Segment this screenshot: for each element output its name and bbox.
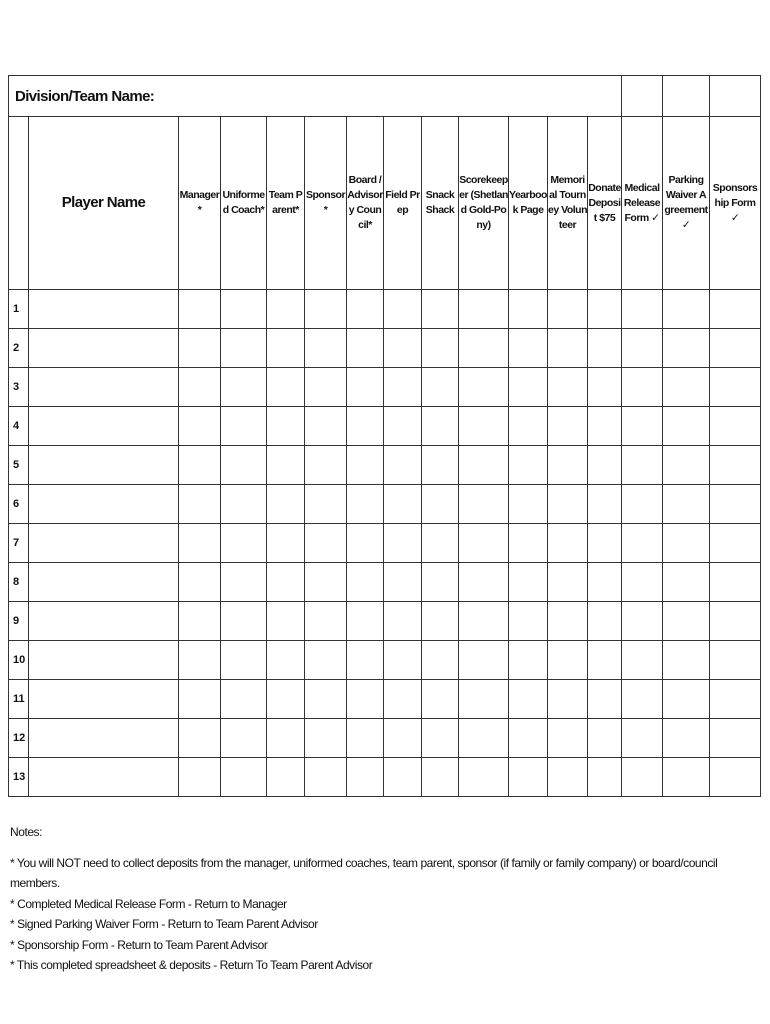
table-row (9, 446, 761, 485)
player-name-cell[interactable] (29, 602, 179, 641)
entry-cell[interactable] (179, 602, 221, 641)
entry-cell[interactable] (422, 524, 459, 563)
entry-cell[interactable] (267, 719, 305, 758)
table-row (9, 563, 761, 602)
entry-cell[interactable] (305, 563, 347, 602)
entry-cell[interactable] (267, 329, 305, 368)
entry-cell[interactable] (622, 446, 663, 485)
entry-cell[interactable] (588, 680, 622, 719)
table-row (9, 758, 761, 797)
entry-cell[interactable] (221, 368, 267, 407)
entry-cell[interactable] (622, 602, 663, 641)
entry-cell[interactable] (347, 368, 384, 407)
header-board-advisory: Board / Advisory Council* (347, 117, 384, 290)
row-number: 1 (9, 290, 29, 329)
header-snack-shack: Snack Shack (422, 117, 459, 290)
entry-cell[interactable] (347, 524, 384, 563)
entry-cell[interactable] (588, 446, 622, 485)
entry-cell[interactable] (622, 368, 663, 407)
entry-cell[interactable] (663, 524, 710, 563)
table-row (9, 719, 761, 758)
entry-cell[interactable] (459, 446, 509, 485)
row-number: 11 (9, 680, 29, 719)
player-name-cell[interactable] (29, 446, 179, 485)
entry-cell[interactable] (422, 329, 459, 368)
division-cell[interactable] (663, 76, 710, 117)
entry-cell[interactable] (267, 407, 305, 446)
entry-cell[interactable] (588, 407, 622, 446)
entry-cell[interactable] (384, 290, 422, 329)
table-row (9, 602, 761, 641)
player-name-cell[interactable] (29, 758, 179, 797)
entry-cell[interactable] (422, 602, 459, 641)
player-name-cell[interactable] (29, 368, 179, 407)
entry-cell[interactable] (710, 290, 761, 329)
entry-cell[interactable] (663, 329, 710, 368)
header-field-prep: Field Prep (384, 117, 422, 290)
entry-cell[interactable] (588, 758, 622, 797)
entry-cell[interactable] (347, 290, 384, 329)
entry-cell[interactable] (179, 719, 221, 758)
entry-cell[interactable] (663, 719, 710, 758)
entry-cell[interactable] (548, 680, 588, 719)
note-line: * This completed spreadsheet & deposits - Return To Team Parent Advisor (10, 958, 373, 972)
entry-cell[interactable] (548, 719, 588, 758)
header-uniformed-coach: Uniformed Coach* (221, 117, 267, 290)
entry-cell[interactable] (221, 680, 267, 719)
header-donate-deposit: Donate Deposit $75 (588, 117, 622, 290)
entry-cell[interactable] (622, 407, 663, 446)
table-row (9, 407, 761, 446)
entry-cell[interactable] (509, 446, 548, 485)
entry-cell[interactable] (663, 368, 710, 407)
entry-cell[interactable] (548, 641, 588, 680)
entry-cell[interactable] (422, 563, 459, 602)
entry-cell[interactable] (459, 563, 509, 602)
entry-cell[interactable] (179, 446, 221, 485)
entry-cell[interactable] (548, 602, 588, 641)
note-line: * Completed Medical Release Form - Return to Manager (10, 896, 287, 911)
entry-cell[interactable] (588, 368, 622, 407)
entry-cell[interactable] (588, 563, 622, 602)
entry-cell[interactable] (622, 290, 663, 329)
entry-cell[interactable] (509, 563, 548, 602)
entry-cell[interactable] (588, 290, 622, 329)
entry-cell[interactable] (221, 719, 267, 758)
entry-cell[interactable] (347, 563, 384, 602)
entry-cell[interactable] (459, 602, 509, 641)
entry-cell[interactable] (305, 446, 347, 485)
table-row (9, 641, 761, 680)
entry-cell[interactable] (710, 602, 761, 641)
entry-cell[interactable] (548, 290, 588, 329)
entry-cell[interactable] (588, 329, 622, 368)
entry-cell[interactable] (384, 563, 422, 602)
entry-cell[interactable] (305, 524, 347, 563)
entry-cell[interactable] (422, 368, 459, 407)
entry-cell[interactable] (179, 563, 221, 602)
entry-cell[interactable] (509, 290, 548, 329)
entry-cell[interactable] (459, 329, 509, 368)
entry-cell[interactable] (509, 329, 548, 368)
entry-cell[interactable] (305, 641, 347, 680)
header-team-parent: Team Parent* (267, 117, 305, 290)
entry-cell[interactable] (509, 407, 548, 446)
row-number: 10 (9, 641, 29, 680)
player-name-cell[interactable] (29, 524, 179, 563)
entry-cell[interactable] (221, 641, 267, 680)
player-name-cell[interactable] (29, 329, 179, 368)
header-player-name: Player Name (29, 117, 179, 290)
table-row (9, 680, 761, 719)
entry-cell[interactable] (267, 290, 305, 329)
entry-cell[interactable] (267, 524, 305, 563)
header-sponsorship-form: Sponsorship Form ✓ (710, 117, 761, 290)
entry-cell[interactable] (710, 641, 761, 680)
entry-cell[interactable] (459, 290, 509, 329)
entry-cell[interactable] (305, 758, 347, 797)
header-memorial-tourney: Memorial Tourney Volunteer (548, 117, 588, 290)
entry-cell[interactable] (422, 641, 459, 680)
entry-cell[interactable] (422, 680, 459, 719)
entry-cell[interactable] (622, 680, 663, 719)
row-number: 12 (9, 719, 29, 758)
entry-cell[interactable] (179, 758, 221, 797)
entry-cell[interactable] (267, 758, 305, 797)
player-name-cell[interactable] (29, 680, 179, 719)
entry-cell[interactable] (422, 485, 459, 524)
entry-cell[interactable] (710, 680, 761, 719)
entry-cell[interactable] (179, 368, 221, 407)
entry-cell[interactable] (710, 563, 761, 602)
entry-cell[interactable] (710, 368, 761, 407)
signup-table (8, 75, 761, 797)
entry-cell[interactable] (459, 680, 509, 719)
entry-cell[interactable] (347, 641, 384, 680)
player-name-cell[interactable] (29, 290, 179, 329)
entry-cell[interactable] (622, 329, 663, 368)
entry-cell[interactable] (267, 446, 305, 485)
entry-cell[interactable] (221, 290, 267, 329)
entry-cell[interactable] (710, 719, 761, 758)
entry-cell[interactable] (221, 485, 267, 524)
entry-cell[interactable] (588, 719, 622, 758)
entry-cell[interactable] (459, 758, 509, 797)
table-row (9, 290, 761, 329)
entry-cell[interactable] (347, 446, 384, 485)
entry-cell[interactable] (422, 758, 459, 797)
entry-cell[interactable] (221, 446, 267, 485)
player-name-cell[interactable] (29, 719, 179, 758)
entry-cell[interactable] (459, 407, 509, 446)
player-name-cell[interactable] (29, 641, 179, 680)
entry-cell[interactable] (422, 446, 459, 485)
entry-cell[interactable] (221, 524, 267, 563)
entry-cell[interactable] (221, 563, 267, 602)
entry-cell[interactable] (710, 485, 761, 524)
entry-cell[interactable] (179, 641, 221, 680)
entry-cell[interactable] (179, 485, 221, 524)
entry-cell[interactable] (459, 485, 509, 524)
entry-cell[interactable] (305, 329, 347, 368)
entry-cell[interactable] (459, 368, 509, 407)
entry-cell[interactable] (267, 602, 305, 641)
entry-cell[interactable] (221, 407, 267, 446)
entry-cell[interactable] (548, 407, 588, 446)
entry-cell[interactable] (384, 407, 422, 446)
entry-cell[interactable] (588, 602, 622, 641)
player-name-cell[interactable] (29, 407, 179, 446)
row-number: 6 (9, 485, 29, 524)
entry-cell[interactable] (384, 758, 422, 797)
entry-cell[interactable] (267, 680, 305, 719)
notes-label: Notes: (10, 825, 42, 839)
table-row (9, 524, 761, 563)
entry-cell[interactable] (384, 719, 422, 758)
entry-cell[interactable] (179, 680, 221, 719)
note-line: * You will NOT need to collect deposits from the manager, uniformed coaches, team parent, sponsor (if family or family company) or board/council members. (10, 855, 718, 890)
entry-cell[interactable] (384, 524, 422, 563)
entry-cell[interactable] (267, 563, 305, 602)
entry-cell[interactable] (588, 485, 622, 524)
table-row (9, 368, 761, 407)
division-team-name-label: Division/Team Name: (9, 76, 622, 117)
division-cell[interactable] (622, 76, 663, 117)
entry-cell[interactable] (179, 329, 221, 368)
header-scorekeeper: Scorekeeper (Shetland Gold-Pony) (459, 117, 509, 290)
entry-cell[interactable] (663, 602, 710, 641)
entry-cell[interactable] (622, 524, 663, 563)
entry-cell[interactable] (384, 680, 422, 719)
header-sponsor: Sponsor* (305, 117, 347, 290)
entry-cell[interactable] (384, 368, 422, 407)
entry-cell[interactable] (622, 563, 663, 602)
entry-cell[interactable] (179, 290, 221, 329)
entry-cell[interactable] (305, 290, 347, 329)
header-blank (9, 117, 29, 290)
entry-cell[interactable] (588, 524, 622, 563)
entry-cell[interactable] (422, 407, 459, 446)
entry-cell[interactable] (305, 602, 347, 641)
entry-cell[interactable] (267, 485, 305, 524)
entry-cell[interactable] (459, 719, 509, 758)
entry-cell[interactable] (347, 329, 384, 368)
entry-cell[interactable] (422, 719, 459, 758)
header-medical-release: Medical Release Form ✓ (622, 117, 663, 290)
notes-section (10, 822, 760, 976)
entry-cell[interactable] (622, 485, 663, 524)
entry-cell[interactable] (384, 602, 422, 641)
entry-cell[interactable] (548, 524, 588, 563)
row-number: 7 (9, 524, 29, 563)
entry-cell[interactable] (267, 641, 305, 680)
entry-cell[interactable] (221, 329, 267, 368)
entry-cell[interactable] (548, 329, 588, 368)
row-number: 4 (9, 407, 29, 446)
division-cell[interactable] (710, 76, 761, 117)
row-number: 8 (9, 563, 29, 602)
table-row (9, 485, 761, 524)
note-line: * Signed Parking Waiver Form - Return to Team Parent Advisor (10, 917, 318, 931)
entry-cell[interactable] (588, 641, 622, 680)
entry-cell[interactable] (384, 446, 422, 485)
player-name-cell[interactable] (29, 563, 179, 602)
entry-cell[interactable] (459, 641, 509, 680)
entry-cell[interactable] (347, 719, 384, 758)
entry-cell[interactable] (548, 368, 588, 407)
entry-cell[interactable] (663, 290, 710, 329)
entry-cell[interactable] (221, 758, 267, 797)
entry-cell[interactable] (622, 641, 663, 680)
entry-cell[interactable] (663, 407, 710, 446)
entry-cell[interactable] (710, 758, 761, 797)
entry-cell[interactable] (509, 719, 548, 758)
entry-cell[interactable] (384, 329, 422, 368)
entry-cell[interactable] (710, 446, 761, 485)
entry-cell[interactable] (663, 485, 710, 524)
entry-cell[interactable] (663, 446, 710, 485)
row-number: 2 (9, 329, 29, 368)
entry-cell[interactable] (548, 563, 588, 602)
entry-cell[interactable] (347, 407, 384, 446)
entry-cell[interactable] (179, 524, 221, 563)
entry-cell[interactable] (221, 602, 267, 641)
entry-cell[interactable] (459, 524, 509, 563)
entry-cell[interactable] (548, 446, 588, 485)
entry-cell[interactable] (509, 524, 548, 563)
entry-cell[interactable] (663, 641, 710, 680)
entry-cell[interactable] (305, 368, 347, 407)
entry-cell[interactable] (305, 719, 347, 758)
entry-cell[interactable] (305, 680, 347, 719)
entry-cell[interactable] (347, 758, 384, 797)
header-manager: Manager* (179, 117, 221, 290)
header-parking-waiver: Parking Waiver Agreement ✓ (663, 117, 710, 290)
entry-cell[interactable] (305, 485, 347, 524)
entry-cell[interactable] (710, 407, 761, 446)
entry-cell[interactable] (663, 758, 710, 797)
entry-cell[interactable] (179, 407, 221, 446)
player-rows (9, 290, 761, 797)
entry-cell[interactable] (509, 368, 548, 407)
row-number: 9 (9, 602, 29, 641)
row-number: 5 (9, 446, 29, 485)
entry-cell[interactable] (422, 290, 459, 329)
entry-cell[interactable] (663, 680, 710, 719)
row-number: 3 (9, 368, 29, 407)
entry-cell[interactable] (347, 680, 384, 719)
entry-cell[interactable] (267, 368, 305, 407)
row-number: 13 (9, 758, 29, 797)
note-line: * Sponsorship Form - Return to Team Parent Advisor (10, 937, 268, 952)
entry-cell[interactable] (710, 329, 761, 368)
entry-cell[interactable] (509, 641, 548, 680)
entry-cell[interactable] (622, 719, 663, 758)
entry-cell[interactable] (384, 641, 422, 680)
entry-cell[interactable] (347, 485, 384, 524)
entry-cell[interactable] (548, 758, 588, 797)
entry-cell[interactable] (305, 407, 347, 446)
entry-cell[interactable] (509, 602, 548, 641)
entry-cell[interactable] (622, 758, 663, 797)
entry-cell[interactable] (509, 680, 548, 719)
entry-cell[interactable] (509, 758, 548, 797)
entry-cell[interactable] (347, 602, 384, 641)
header-yearbook-page: Yearbook Page (509, 117, 548, 290)
table-row (9, 329, 761, 368)
entry-cell[interactable] (509, 485, 548, 524)
entry-cell[interactable] (663, 563, 710, 602)
entry-cell[interactable] (548, 485, 588, 524)
entry-cell[interactable] (710, 524, 761, 563)
entry-cell[interactable] (384, 485, 422, 524)
player-name-cell[interactable] (29, 485, 179, 524)
